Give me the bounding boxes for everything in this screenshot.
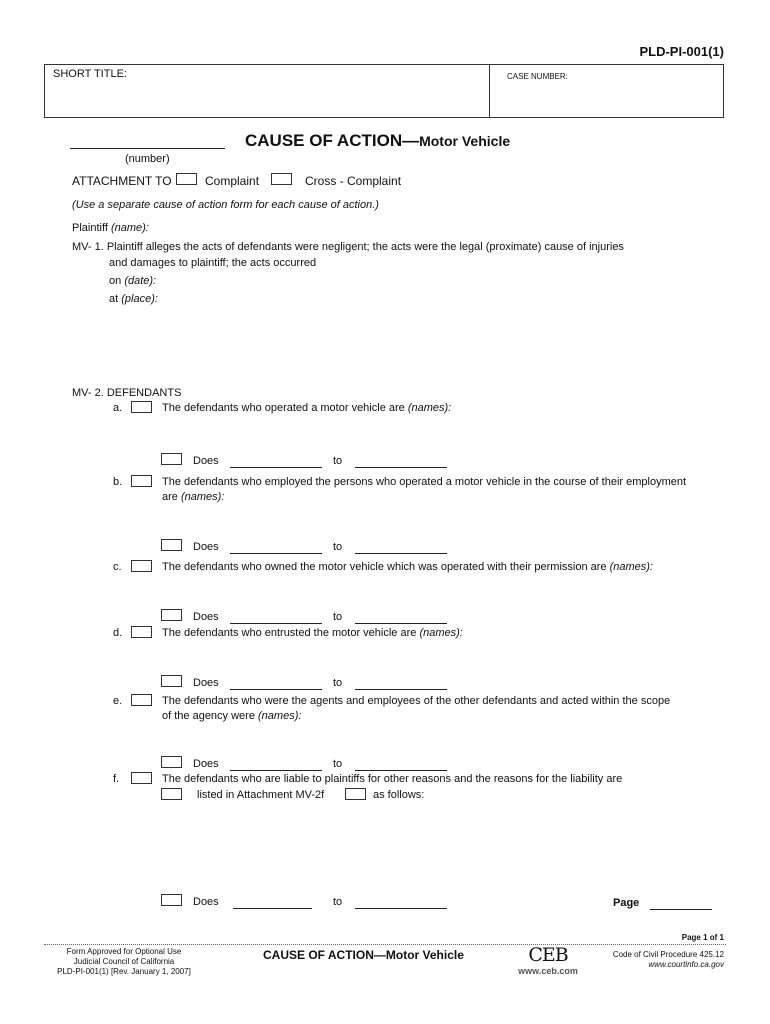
plaintiff-row [72,222,149,234]
item-d-letter: d. [113,627,123,639]
does-from-field[interactable] [233,908,312,909]
cross-complaint-label: Cross - Complaint [305,174,402,188]
does-to-field[interactable] [355,908,447,909]
page-label: Page [613,897,640,909]
mv2-heading: MV- 2. DEFENDANTS [72,387,182,399]
title-main: CAUSE OF ACTION [245,131,403,150]
does-label: Does [193,455,219,467]
item-d-does-checkbox[interactable] [161,675,182,687]
item-f-checkbox[interactable] [131,772,152,784]
footer-left [44,947,204,977]
does-from-field[interactable] [230,467,322,468]
item-d-text [162,627,463,639]
does-from-field[interactable] [230,770,322,771]
item-b-checkbox[interactable] [131,475,152,487]
mv1-date-row [109,275,156,287]
does-to-field[interactable] [355,770,447,771]
footer-title: CAUSE OF ACTION—Motor Vehicle [263,948,464,962]
item-f-does-checkbox[interactable] [161,894,182,906]
courtinfo-url[interactable]: www.courtinfo.ca.gov [648,960,724,969]
footer-form-approved: Form Approved for Optional Use [66,947,182,956]
title-dash: — [402,131,420,150]
case-number-field[interactable] [492,82,720,114]
on-label: on [109,275,122,287]
item-b-are: are [162,491,178,503]
complaint-label: Complaint [205,174,260,188]
does-label: Does [193,541,219,553]
page-of: Page 1 of 1 [681,933,724,942]
as-follows-checkbox[interactable] [345,788,366,800]
complaint-checkbox[interactable] [176,173,197,185]
item-a-names-hint: (names): [407,402,452,414]
case-number-label: CASE NUMBER: [507,72,568,81]
page-number-field[interactable] [650,909,712,910]
item-e-letter: e. [113,695,123,707]
item-c-checkbox[interactable] [131,560,152,572]
item-e-does-checkbox[interactable] [161,756,182,768]
item-d-main: The defendants who entrusted the motor vehicle are [162,627,417,639]
cross-complaint-checkbox[interactable] [271,173,292,185]
mv1-line-2: and damages to plaintiff; the acts occurred [109,257,317,269]
at-label: at [109,293,119,305]
item-a-letter: a. [113,402,123,414]
item-a-does-checkbox[interactable] [161,453,182,465]
item-a-main: The defendants who operated a motor vehicle are [162,402,405,414]
attachment-mv2f-checkbox[interactable] [161,788,182,800]
footer-divider [44,944,726,945]
plaintiff-name-field[interactable] [180,220,720,236]
item-c-main: The defendants who owned the motor vehicle which was operated with their permission are [162,561,607,573]
ceb-logo [508,944,588,976]
item-b-letter: b. [113,476,123,488]
instruction-text: (Use a separate cause of action form for each cause of action.) [72,199,379,211]
short-title-label: SHORT TITLE: [53,68,127,80]
item-c-names-hint: (names): [609,561,653,573]
item-a-checkbox[interactable] [131,401,152,413]
does-label: Does [193,896,219,908]
item-f-text: The defendants who are liable to plaintiffs for other reasons and the reasons for the liability are [162,773,623,785]
footer-form-rev: PLD-PI-001(1) [Rev. January 1, 2007] [57,967,191,976]
item-c-text [162,561,653,573]
item-d-checkbox[interactable] [131,626,152,638]
does-from-field[interactable] [230,623,322,624]
item-a-text [162,402,451,414]
does-to-field[interactable] [355,467,447,468]
attachment-mv2f-label: listed in Attachment MV-2f [197,789,325,801]
does-to-field[interactable] [355,553,447,554]
to-label: to [333,611,343,623]
item-d-names-hint: (names): [419,627,463,639]
item-e-text-2 [162,710,301,722]
does-to-field[interactable] [355,623,447,624]
place-field[interactable] [165,291,715,371]
date-field[interactable] [160,273,560,289]
header-divider [489,65,490,117]
item-e-text: The defendants who were the agents and employees of the other defendants and acted within the scope [162,695,671,707]
to-label: to [333,677,343,689]
does-to-field[interactable] [355,689,447,690]
mv1-line-1: MV- 1. Plaintiff alleges the acts of defendants were negligent; the acts were the legal (proximate) cause of injuries [72,241,624,253]
does-label: Does [193,611,219,623]
date-hint: (date): [124,275,157,287]
item-c-letter: c. [113,561,122,573]
item-c-does-checkbox[interactable] [161,609,182,621]
reasons-field[interactable] [165,806,715,886]
item-f-letter: f. [113,773,120,785]
short-title-field[interactable] [50,82,482,114]
to-label: to [333,541,343,553]
cause-number-field[interactable] [70,148,225,149]
item-b-text-2 [162,491,224,503]
to-label: to [333,896,343,908]
title-sub: Motor Vehicle [419,133,511,149]
does-from-field[interactable] [230,689,322,690]
footer-right [613,950,724,970]
item-b-names-hint: (names): [180,491,225,503]
code-civil-procedure: Code of Civil Procedure 425.12 [612,950,724,959]
ceb-logo-text: CEB [528,944,568,966]
to-label: to [333,758,343,770]
page-title [245,131,510,151]
mv1-place-row [109,293,158,305]
item-e-checkbox[interactable] [131,694,152,706]
place-hint: (place): [121,293,158,305]
plaintiff-label: Plaintiff [72,222,108,234]
as-follows-label: as follows: [373,789,425,801]
item-e-were: of the agency were [162,710,255,722]
to-label: to [333,455,343,467]
footer-judicial-council: Judicial Council of California [73,957,175,966]
item-b-text: The defendants who employed the persons who operated a motor vehicle in the course of their employment [162,476,687,488]
item-b-does-checkbox[interactable] [161,539,182,551]
does-label: Does [193,677,219,689]
plaintiff-name-hint: (name): [110,222,149,234]
does-label: Does [193,758,219,770]
attachment-label: ATTACHMENT TO [72,174,172,188]
form-id: PLD-PI-001(1) [639,44,724,59]
number-label: (number) [125,153,170,165]
ceb-url[interactable]: www.ceb.com [518,966,578,976]
item-e-names-hint: (names): [258,710,302,722]
does-from-field[interactable] [230,553,322,554]
